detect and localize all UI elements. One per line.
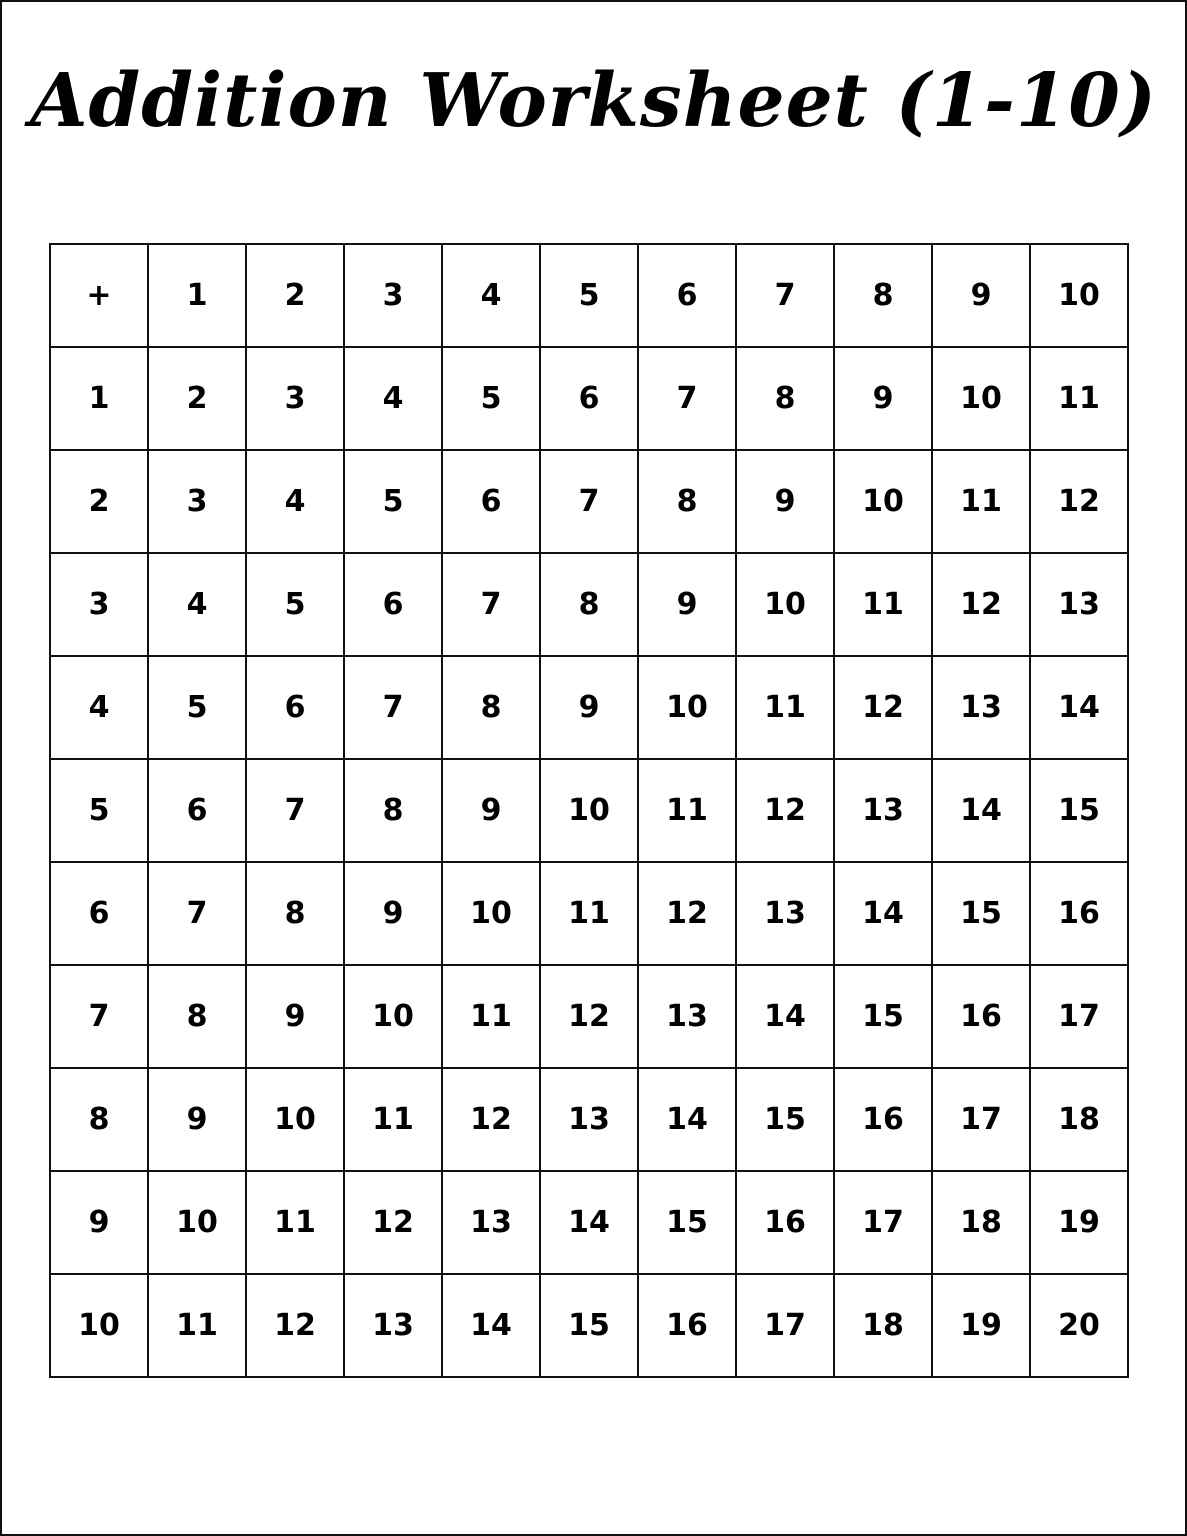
- sum-cell: 9: [148, 1068, 246, 1171]
- sum-cell: 8: [442, 656, 540, 759]
- sum-cell: 9: [638, 553, 736, 656]
- sum-cell: 11: [442, 965, 540, 1068]
- row-header-cell: 6: [50, 862, 148, 965]
- sum-cell: 17: [932, 1068, 1030, 1171]
- sum-cell: 19: [1030, 1171, 1128, 1274]
- sum-cell: 16: [932, 965, 1030, 1068]
- sum-cell: 17: [1030, 965, 1128, 1068]
- sum-cell: 11: [344, 1068, 442, 1171]
- sum-cell: 10: [344, 965, 442, 1068]
- sum-cell: 5: [344, 450, 442, 553]
- sum-cell: 18: [834, 1274, 932, 1377]
- row-header-cell: 2: [50, 450, 148, 553]
- sum-cell: 13: [344, 1274, 442, 1377]
- sum-cell: 3: [246, 347, 344, 450]
- sum-cell: 12: [736, 759, 834, 862]
- sum-cell: 4: [148, 553, 246, 656]
- sum-cell: 6: [442, 450, 540, 553]
- sum-cell: 13: [834, 759, 932, 862]
- sum-cell: 12: [344, 1171, 442, 1274]
- row-header-cell: 5: [50, 759, 148, 862]
- sum-cell: 9: [736, 450, 834, 553]
- sum-cell: 11: [834, 553, 932, 656]
- sum-cell: 17: [834, 1171, 932, 1274]
- sum-cell: 10: [834, 450, 932, 553]
- column-header-cell: 7: [736, 244, 834, 347]
- table-row: [50, 553, 1128, 656]
- sum-cell: 10: [540, 759, 638, 862]
- corner-cell-plus: +: [50, 244, 148, 347]
- sum-cell: 5: [442, 347, 540, 450]
- sum-cell: 16: [1030, 862, 1128, 965]
- sum-cell: 13: [932, 656, 1030, 759]
- column-header-cell: 1: [148, 244, 246, 347]
- sum-cell: 13: [736, 862, 834, 965]
- sum-cell: 7: [246, 759, 344, 862]
- header-row: [50, 244, 1128, 347]
- sum-cell: 14: [736, 965, 834, 1068]
- sum-cell: 6: [540, 347, 638, 450]
- sum-cell: 7: [148, 862, 246, 965]
- sum-cell: 15: [540, 1274, 638, 1377]
- sum-cell: 8: [638, 450, 736, 553]
- sum-cell: 11: [638, 759, 736, 862]
- sum-cell: 14: [638, 1068, 736, 1171]
- sum-cell: 10: [638, 656, 736, 759]
- column-header-cell: 2: [246, 244, 344, 347]
- sum-cell: 17: [736, 1274, 834, 1377]
- sum-cell: 6: [246, 656, 344, 759]
- sum-cell: 8: [540, 553, 638, 656]
- sum-cell: 12: [834, 656, 932, 759]
- sum-cell: 8: [736, 347, 834, 450]
- column-header-cell: 6: [638, 244, 736, 347]
- column-header-cell: 4: [442, 244, 540, 347]
- sum-cell: 8: [148, 965, 246, 1068]
- row-header-cell: 3: [50, 553, 148, 656]
- table-row: [50, 1068, 1128, 1171]
- sum-cell: 6: [344, 553, 442, 656]
- sum-cell: 11: [736, 656, 834, 759]
- row-header-cell: 8: [50, 1068, 148, 1171]
- sum-cell: 10: [148, 1171, 246, 1274]
- table-row: [50, 450, 1128, 553]
- sum-cell: 3: [148, 450, 246, 553]
- sum-cell: 13: [1030, 553, 1128, 656]
- column-header-cell: 10: [1030, 244, 1128, 347]
- sum-cell: 18: [1030, 1068, 1128, 1171]
- sum-cell: 12: [442, 1068, 540, 1171]
- sum-cell: 14: [1030, 656, 1128, 759]
- sum-cell: 15: [932, 862, 1030, 965]
- row-header-cell: 9: [50, 1171, 148, 1274]
- table-row: [50, 759, 1128, 862]
- sum-cell: 9: [246, 965, 344, 1068]
- sum-cell: 11: [1030, 347, 1128, 450]
- sum-cell: 19: [932, 1274, 1030, 1377]
- sum-cell: 15: [736, 1068, 834, 1171]
- sum-cell: 13: [638, 965, 736, 1068]
- sum-cell: 15: [638, 1171, 736, 1274]
- table-row: [50, 862, 1128, 965]
- table-row: [50, 1274, 1128, 1377]
- sum-cell: 7: [638, 347, 736, 450]
- table-row: [50, 965, 1128, 1068]
- sum-cell: 10: [932, 347, 1030, 450]
- sum-cell: 15: [1030, 759, 1128, 862]
- sum-cell: 14: [540, 1171, 638, 1274]
- sum-cell: 13: [442, 1171, 540, 1274]
- sum-cell: 6: [148, 759, 246, 862]
- sum-cell: 9: [540, 656, 638, 759]
- sum-cell: 13: [540, 1068, 638, 1171]
- sum-cell: 12: [540, 965, 638, 1068]
- sum-cell: 11: [148, 1274, 246, 1377]
- sum-cell: 14: [442, 1274, 540, 1377]
- row-header-cell: 4: [50, 656, 148, 759]
- sum-cell: 9: [834, 347, 932, 450]
- sum-cell: 2: [148, 347, 246, 450]
- sum-cell: 10: [736, 553, 834, 656]
- sum-cell: 12: [638, 862, 736, 965]
- table-row: [50, 347, 1128, 450]
- sum-cell: 14: [932, 759, 1030, 862]
- table-row: [50, 656, 1128, 759]
- sum-cell: 11: [246, 1171, 344, 1274]
- sum-cell: 12: [1030, 450, 1128, 553]
- column-header-cell: 8: [834, 244, 932, 347]
- sum-cell: 7: [442, 553, 540, 656]
- sum-cell: 7: [540, 450, 638, 553]
- sum-cell: 11: [932, 450, 1030, 553]
- sum-cell: 15: [834, 965, 932, 1068]
- sum-cell: 12: [246, 1274, 344, 1377]
- sum-cell: 10: [442, 862, 540, 965]
- sum-cell: 5: [246, 553, 344, 656]
- column-header-cell: 5: [540, 244, 638, 347]
- sum-cell: 10: [246, 1068, 344, 1171]
- sum-cell: 7: [344, 656, 442, 759]
- addition-table: [49, 243, 1129, 1378]
- sum-cell: 8: [344, 759, 442, 862]
- sum-cell: 9: [344, 862, 442, 965]
- row-header-cell: 7: [50, 965, 148, 1068]
- sum-cell: 12: [932, 553, 1030, 656]
- sum-cell: 4: [246, 450, 344, 553]
- sum-cell: 14: [834, 862, 932, 965]
- sum-cell: 20: [1030, 1274, 1128, 1377]
- sum-cell: 4: [344, 347, 442, 450]
- worksheet-title: Addition Worksheet (1-10): [30, 58, 1157, 144]
- sum-cell: 16: [834, 1068, 932, 1171]
- column-header-cell: 3: [344, 244, 442, 347]
- sum-cell: 16: [638, 1274, 736, 1377]
- sum-cell: 18: [932, 1171, 1030, 1274]
- table-row: [50, 1171, 1128, 1274]
- row-header-cell: 10: [50, 1274, 148, 1377]
- row-header-cell: 1: [50, 347, 148, 450]
- sum-cell: 9: [442, 759, 540, 862]
- sum-cell: 5: [148, 656, 246, 759]
- sum-cell: 11: [540, 862, 638, 965]
- column-header-cell: 9: [932, 244, 1030, 347]
- sum-cell: 8: [246, 862, 344, 965]
- sum-cell: 16: [736, 1171, 834, 1274]
